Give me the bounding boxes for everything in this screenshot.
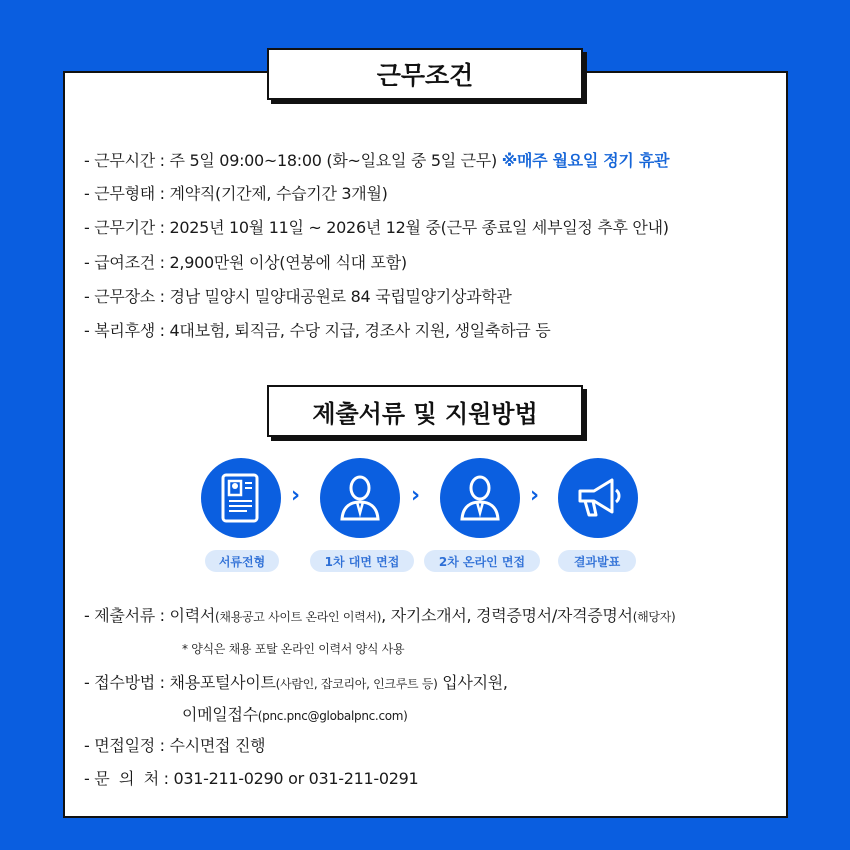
period-value: 2025년 10월 11일 ~ 2026년 12월 중(근무 종료일 세부일정 추후 안내) xyxy=(169,218,669,237)
period-label: - 근무기간 : xyxy=(84,218,170,237)
docs-resume-note: (채용공고 사이트 온라인 이력서) xyxy=(215,610,382,624)
row-email xyxy=(182,702,408,725)
row-interview xyxy=(84,733,265,756)
welfare-value: 4대보험, 퇴직금, 수당 지급, 경조사 지원, 생일축하금 등 xyxy=(169,321,551,340)
docs-resume: 이력서 xyxy=(169,606,216,625)
document-icon xyxy=(201,458,281,538)
docs-label: - 제출서류 : xyxy=(84,606,170,625)
hours-note: ※매주 월요일 정기 휴관 xyxy=(501,151,670,170)
row-period xyxy=(84,215,669,238)
location-label: - 근무장소 : xyxy=(84,287,170,306)
step-label-3: 2차 온라인 면접 xyxy=(424,550,540,572)
email-label: 이메일접수 xyxy=(182,705,258,724)
step-label-1: 서류전형 xyxy=(205,550,279,572)
salary-label: - 급여조건 : xyxy=(84,253,170,272)
interview-value: 수시면접 진행 xyxy=(169,736,266,755)
welfare-label: - 복리후생 : xyxy=(84,321,170,340)
method-portal: 채용포털사이트 xyxy=(169,673,276,692)
docs-applicable-note: (해당자) xyxy=(632,610,676,624)
contact-label: - 문 의 처 : xyxy=(84,769,174,788)
step-label-2: 1차 대면 면접 xyxy=(310,550,414,572)
location-value: 경남 밀양시 밀양대공원로 84 국립밀양기상과학관 xyxy=(169,287,512,306)
step-arrow-1: › xyxy=(291,483,301,508)
email-address: (pnc.pnc@globalpnc.com) xyxy=(257,709,408,723)
row-welfare xyxy=(84,318,550,341)
step-label-4: 결과발표 xyxy=(558,550,636,572)
hours-label: - 근무시간 : xyxy=(84,151,170,170)
row-type xyxy=(84,181,388,204)
row-documents xyxy=(84,603,675,626)
row-location xyxy=(84,284,512,307)
contact-value: 031-211-0290 or 031-211-0291 xyxy=(173,769,419,788)
step-arrow-2: › xyxy=(411,483,421,508)
method-label: - 접수방법 : xyxy=(84,673,170,692)
section-title-application: 제출서류 및 지원방법 xyxy=(267,385,583,437)
step-arrow-3: › xyxy=(530,483,540,508)
person-icon xyxy=(440,458,520,538)
type-label: - 근무형태 : xyxy=(84,184,170,203)
hours-value: 주 5일 09:00~18:00 (화~일요일 중 5일 근무) xyxy=(169,151,502,170)
method-apply: 입사지원, xyxy=(437,673,508,692)
row-salary xyxy=(84,250,407,273)
megaphone-icon xyxy=(558,458,638,538)
docs-form-note: * 양식은 채용 포탈 온라인 이력서 양식 사용 xyxy=(182,642,405,656)
row-method xyxy=(84,670,508,693)
person-icon xyxy=(320,458,400,538)
method-portal-examples: (사람인, 잡코리아, 인크루트 등) xyxy=(275,677,438,691)
interview-label: - 면접일정 : xyxy=(84,736,170,755)
type-value: 계약직(기간제, 수습기간 3개월) xyxy=(169,184,388,203)
row-contact xyxy=(84,766,418,789)
section-title-conditions: 근무조건 xyxy=(267,48,583,100)
salary-value: 2,900만원 이상(연봉에 식대 포함) xyxy=(169,253,407,272)
row-hours xyxy=(84,148,669,171)
docs-others: , 자기소개서, 경력증명서/자격증명서 xyxy=(381,606,633,625)
